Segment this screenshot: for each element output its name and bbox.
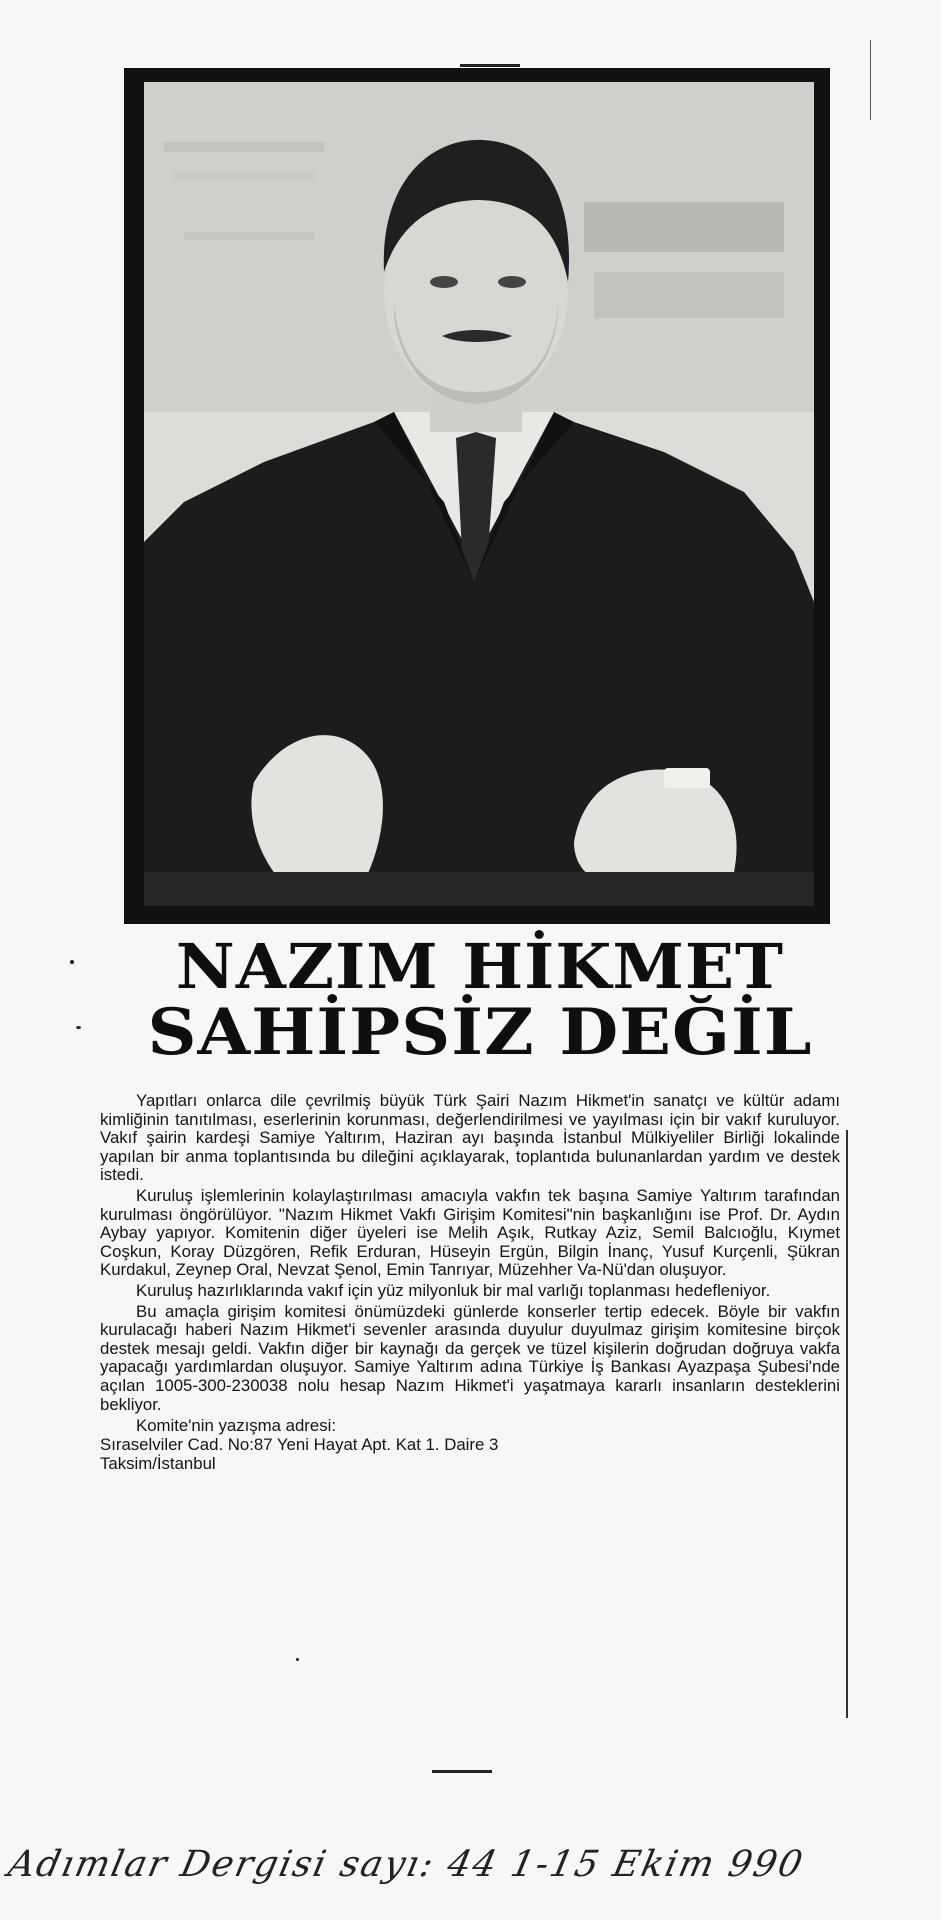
address-line-2: Taksim/İstanbul (100, 1454, 216, 1474)
headline (110, 930, 850, 1071)
handwritten-source-note: Adımlar Dergisi sayı: 44 1-15 Ekim 990 (4, 1844, 808, 1885)
article-paragraph: Yapıtları onlarca dile çevrilmiş büyük Türk Şairi Nazım Hikmet'in sanatçı ve kültür adamı kimliğinin tanıtılması, eserlerinin korunması, değerlendirilmesi ve yayılması için bir vakıf kuruluyor. Vakıf şairin kardeşi Samiye Yaltırım, Haziran ayı başında İstanbul Mülkiyeliler Birliği lokalinde yapılan bir anma toplantısında bu dileğini açıklayarak, toplantıda bulunanlardan yardım ve destek istedi. (100, 1091, 840, 1185)
article-body (100, 1092, 840, 1473)
scan-speck (296, 1658, 299, 1661)
top-margin-line (870, 40, 871, 120)
committee-address (100, 1416, 840, 1473)
scan-speck (70, 960, 74, 964)
article-paragraph: Kuruluş hazırlıklarında vakıf için yüz milyonluk bir mal varlığı toplanması hedefleniyor. (136, 1280, 771, 1300)
column-rule (846, 1130, 848, 1718)
article-paragraph: Bu amaçla girişim komitesi önümüzdeki günlerde konserler tertip edecek. Böyle bir vakfın kurulacağı haberi Nazım Hikmet'i sevenler arasında duyulur duyulmaz girişim komitesine birçok destek mesajı geldi. Vakfın diğer bir kaynağı da gerçek ve tüzel kişilerin doğrudan doğruya vakfa yapacağı yardımlardan oluşuyor. Samiye Yaltırım adına Türkiye İş Bankası Ayazpaşa Şubesi'nde açılan 1005-300-230038 nolu hesap Nazım Hikmet'i yaşatmaya kararlı insanların desteklerini bekliyor. (100, 1301, 840, 1414)
scan-speck (76, 1026, 81, 1029)
portrait-photo-frame (124, 68, 830, 924)
portrait-illustration (144, 82, 814, 906)
address-label: Komite'nin yazışma adresi: (136, 1416, 336, 1436)
address-line-1: Sıraselviler Cad. No:87 Yeni Hayat Apt. Kat 1. Daire 3 (100, 1435, 499, 1455)
article-paragraph: Kuruluş işlemlerinin kolaylaştırılması amacıyla vakfın tek başına Samiye Yaltırım tarafından kurulması öngörülüyor. "Nazım Hikmet Vakfı Girişim Komitesi"nin başkanlığını ise Prof. Dr. Aydın Aybay yapıyor. Komitenin diğer üyeleri ise Melih Aşık, Rutkay Aziz, Semil Balcıoğlu, Kıymet Coşkun, Koray Düzgören, Refik Erduran, Hüseyin Ergün, Bilgin İnanç, Yusuf Kurçenli, Şükran Kurdakul, Zeynep Oral, Nevzat Şenol, Emin Tanrıyar, Müzehher Va-Nü'dan oluşuyor. (100, 1185, 840, 1280)
bottom-rule (432, 1770, 492, 1773)
top-rule (460, 64, 520, 67)
headline-line-2: SAHİPSİZ DEĞİL (147, 995, 813, 1071)
portrait-photo (144, 82, 814, 906)
headline-line-1: NAZIM HİKMET (175, 930, 785, 1003)
